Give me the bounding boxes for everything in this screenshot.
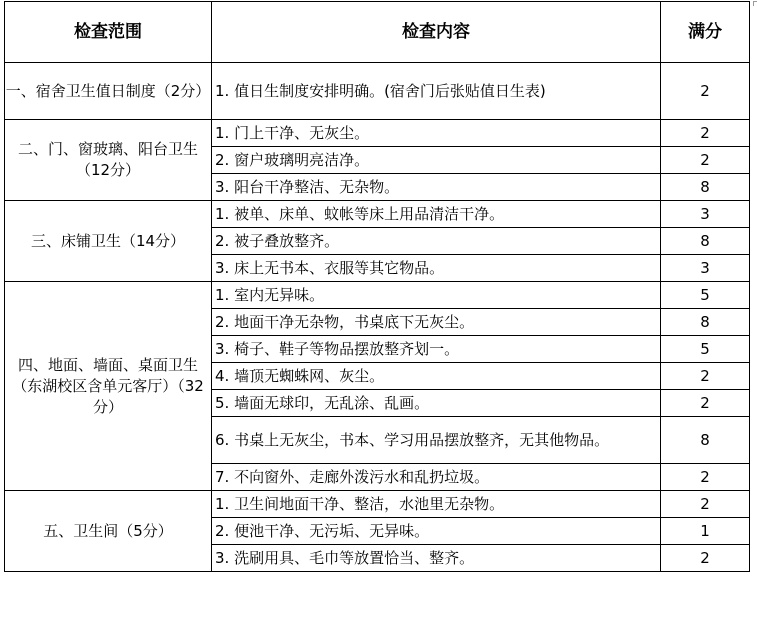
item-score: 8 [661,309,750,336]
item-score: 2 [661,363,750,390]
table-row [5,201,750,228]
item-score: 3 [661,255,750,282]
item-content: 1. 被单、床单、蚊帐等床上用品清洁干净。 [212,201,661,228]
section-5-scope: 五、卫生间（5分） [5,491,212,572]
item-content: 3. 洗刷用具、毛巾等放置恰当、整齐。 [212,545,661,572]
header-row [5,2,750,63]
item-content: 3. 椅子、鞋子等物品摆放整齐划一。 [212,336,661,363]
item-score: 5 [661,282,750,309]
item-content: 1. 门上干净、无灰尘。 [212,120,661,147]
item-score: 5 [661,336,750,363]
item-score: 2 [661,491,750,518]
table-row [5,491,750,518]
header-scope: 检查范围 [5,2,212,63]
item-content: 5. 墙面无球印，无乱涂、乱画。 [212,390,661,417]
item-score: 2 [661,464,750,491]
item-score: 2 [661,390,750,417]
item-score: 2 [661,147,750,174]
table-row [5,120,750,147]
item-content: 2. 便池干净、无污垢、无异味。 [212,518,661,545]
item-content: 2. 窗户玻璃明亮洁净。 [212,147,661,174]
item-content: 4. 墙顶无蜘蛛网、灰尘。 [212,363,661,390]
item-content: 1. 卫生间地面干净、整洁，水池里无杂物。 [212,491,661,518]
header-content: 检查内容 [212,2,661,63]
header-score: 满分 [661,2,750,63]
item-score: 2 [661,120,750,147]
item-score: 2 [661,63,750,120]
section-1-scope: 一、宿舍卫生值日制度（2分） [5,63,212,120]
table-row [5,63,750,120]
section-2-scope: 二、门、窗玻璃、阳台卫生（12分） [5,120,212,201]
item-content: 3. 阳台干净整洁、无杂物。 [212,174,661,201]
item-content: 6. 书桌上无灰尘，书本、学习用品摆放整齐，无其他物品。 [212,417,661,464]
item-score: 8 [661,174,750,201]
item-content: 2. 地面干净无杂物，书桌底下无灰尘。 [212,309,661,336]
item-score: 1 [661,518,750,545]
section-3-scope: 三、床铺卫生（14分） [5,201,212,282]
section-4-scope: 四、地面、墙面、桌面卫生（东湖校区含单元客厅）（32分） [5,282,212,491]
item-content: 3. 床上无书本、衣服等其它物品。 [212,255,661,282]
item-score: 8 [661,417,750,464]
corner-crop-mark [753,1,757,6]
item-content: 1. 值日生制度安排明确。(宿舍门后张贴值日生表) [212,63,661,120]
item-score: 2 [661,545,750,572]
item-content: 2. 被子叠放整齐。 [212,228,661,255]
item-content: 7. 不向窗外、走廊外泼污水和乱扔垃圾。 [212,464,661,491]
item-score: 8 [661,228,750,255]
table-row [5,282,750,309]
inspection-table [4,1,750,572]
item-score: 3 [661,201,750,228]
item-content: 1. 室内无异味。 [212,282,661,309]
